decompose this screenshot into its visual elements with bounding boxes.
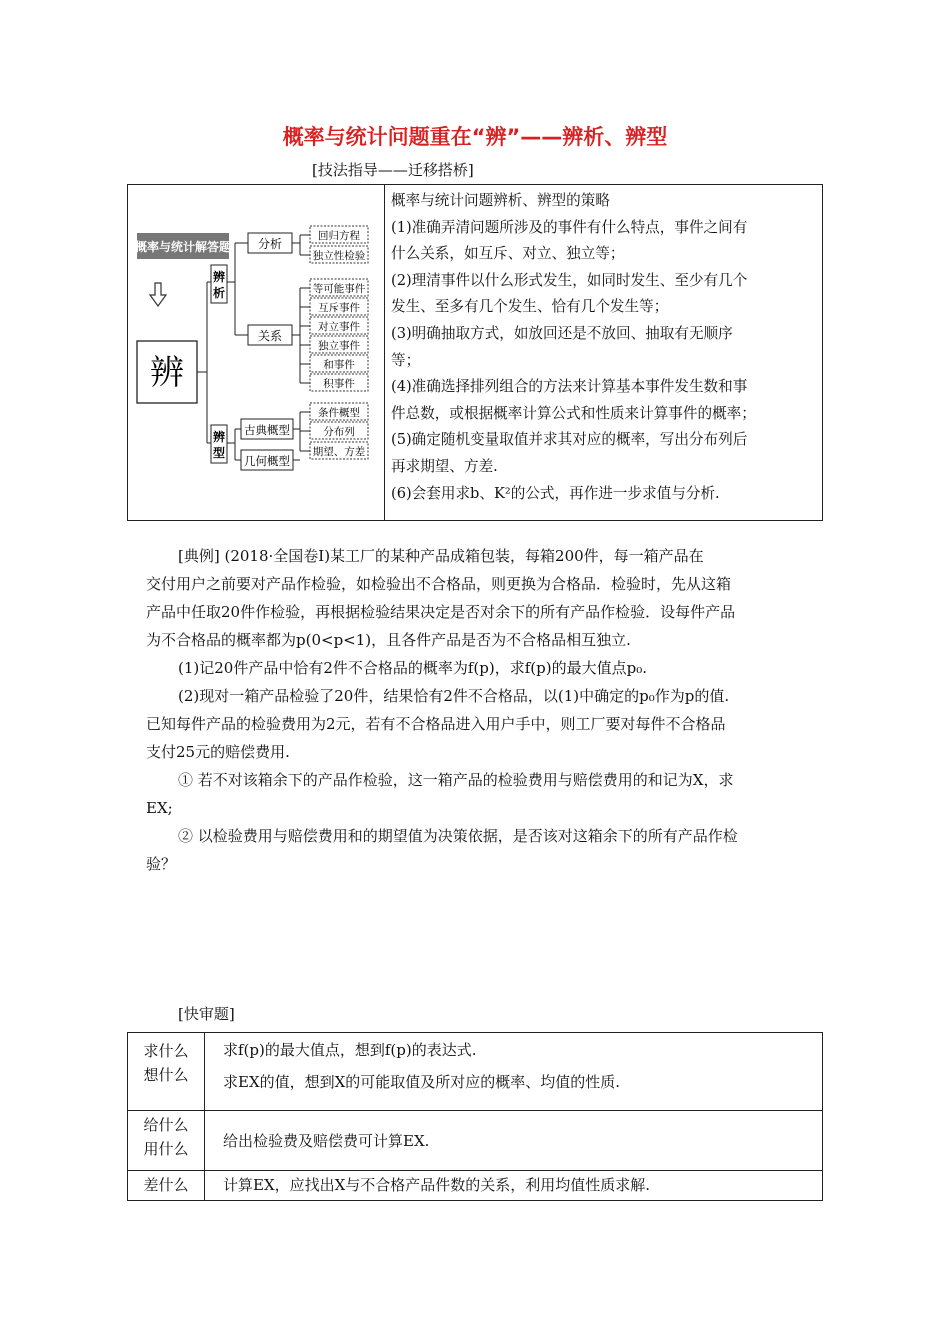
example-line: ② 以检验费用与赔偿费用和的期望值为决策依据，是否该对这箱余下的所有产品作检 xyxy=(178,827,738,845)
bianxi-char-1: 辨 xyxy=(212,270,226,284)
page-title: 概率与统计问题重在“辨”——辨析、辨型 xyxy=(282,125,668,149)
table-row xyxy=(128,1171,823,1201)
strategy-line: 再求期望、方差. xyxy=(391,457,498,475)
concept-diagram xyxy=(128,185,384,520)
answer-cell xyxy=(205,1111,823,1171)
bianxi-char-2: 析 xyxy=(212,286,226,300)
example-line: 交付用户之前要对产品作检验，如检验出不合格品，则更换为合格品．检验时，先从这箱 xyxy=(146,575,732,593)
strategy-line: 件总数，或根据概率计算公式和性质来计算事件的概率； xyxy=(391,404,756,422)
answer-cell xyxy=(205,1171,823,1201)
answer-text: 求EX的值，想到X的可能取值及所对应的概率、均值的性质. xyxy=(223,1073,621,1091)
strategy-line: 等； xyxy=(391,351,421,369)
diagram-header: 概率与统计解答题 xyxy=(134,240,232,254)
question-text: 差什么 xyxy=(143,1176,189,1194)
strategy-line: (6)会套用求b、K²的公式，再作进一步求值与分析. xyxy=(391,484,720,502)
example-line: (2)现对一箱产品检验了20件，结果恰有2件不合格品，以(1)中确定的p₀作为p的值. xyxy=(178,687,730,705)
gudian-label: 古典概型 xyxy=(244,423,290,437)
xing-item-3: 期望、方差 xyxy=(312,446,366,458)
question-cell xyxy=(128,1033,205,1111)
example-line: 产品中任取20件作检验，再根据检验结果决定是否对余下的所有产品作检验．设每件产品 xyxy=(146,603,736,621)
bianxing-char-2: 型 xyxy=(212,446,226,460)
example-line: 验？ xyxy=(146,855,177,873)
table-row xyxy=(128,1033,823,1111)
jihe-label: 几何概型 xyxy=(244,454,290,468)
quick-review-table xyxy=(127,1032,823,1201)
strategy-line: (1)准确弄清问题所涉及的事件有什么特点，事件之间有 xyxy=(391,218,748,236)
strategy-text xyxy=(391,188,819,507)
quick-review-label: [快审题] xyxy=(178,1005,235,1023)
answer-text: 求f(p)的最大值点，想到f(p)的表达式. xyxy=(223,1041,477,1059)
fenxi-item-1: 回归方程 xyxy=(318,230,360,242)
example-line: EX; xyxy=(146,799,173,817)
answer-cell xyxy=(205,1033,823,1111)
down-arrow-icon xyxy=(150,283,166,306)
strategy-line: (3)明确抽取方式，如放回还是不放回、抽取有无顺序 xyxy=(391,324,733,342)
guanxi-item-2: 互斥事件 xyxy=(318,302,360,314)
strategy-line: (5)确定随机变量取值并求其对应的概率，写出分布列后 xyxy=(391,431,748,449)
strategy-line: 发生、至多有几个发生、恰有几个发生等； xyxy=(391,298,669,316)
strategy-line: (2)理清事件以什么形式发生，如同时发生、至少有几个 xyxy=(391,271,748,289)
guanxi-item-1: 等可能事件 xyxy=(312,283,366,295)
guanxi-item-4: 独立事件 xyxy=(318,340,360,352)
guanxi-items xyxy=(300,279,368,391)
column-divider xyxy=(384,185,385,520)
fenxi-label: 分析 xyxy=(257,237,283,251)
fenxi-item-2: 独立性检验 xyxy=(312,250,366,262)
xing-item-2: 分布列 xyxy=(323,426,355,438)
answer-text: 计算EX，应找出X与不合格产品件数的关系，利用均值性质求解. xyxy=(223,1176,651,1194)
question-cell xyxy=(128,1171,205,1201)
strategy-line: (4)准确选择排列组合的方法来计算基本事件发生数和事 xyxy=(391,378,748,396)
example-line: 为不合格品的概率都为p(0<p<1)，且各件产品是否为不合格品相互独立. xyxy=(146,631,631,649)
strategy-table xyxy=(127,184,823,521)
example-line: [典例] (2018·全国卷Ⅰ)某工厂的某种产品成箱包装，每箱200件，每一箱产品在 xyxy=(178,547,704,565)
strategy-line: 什么关系，如互斥、对立、独立等； xyxy=(391,245,625,263)
strategy-line: 概率与统计问题辨析、辨型的策略 xyxy=(391,192,610,209)
answer-text: 给出检验费及赔偿费可计算EX. xyxy=(223,1131,430,1150)
example-line: ① 若不对该箱余下的产品作检验，这一箱产品的检验费用与赔偿费用的和记为X，求 xyxy=(178,771,734,789)
example-line: 支付25元的赔偿费用. xyxy=(146,743,290,761)
question-cell xyxy=(128,1111,205,1171)
example-line: 已知每件产品的检验费用为2元，若有不合格品进入用户手中，则工厂要对每件不合格品 xyxy=(146,715,726,733)
big-char: 辨 xyxy=(150,353,184,393)
guanxi-item-3: 对立事件 xyxy=(318,321,360,333)
question-text: 用什么 xyxy=(143,1140,189,1158)
question-text: 想什么 xyxy=(143,1066,189,1084)
section-subtitle: [技法指导——迁移搭桥] xyxy=(312,161,474,179)
xing-item-1: 条件概型 xyxy=(318,407,360,419)
bianxing-char-1: 辨 xyxy=(212,430,226,444)
guanxi-item-5: 和事件 xyxy=(323,359,355,371)
guanxi-label: 关系 xyxy=(257,329,283,343)
example-line: (1)记20件产品中恰有2件不合格品的概率为f(p)，求f(p)的最大值点p₀. xyxy=(178,659,647,677)
question-text: 给什么 xyxy=(143,1116,189,1134)
table-row xyxy=(128,1111,823,1171)
question-text: 求什么 xyxy=(143,1042,189,1060)
guanxi-item-6: 积事件 xyxy=(323,378,355,390)
